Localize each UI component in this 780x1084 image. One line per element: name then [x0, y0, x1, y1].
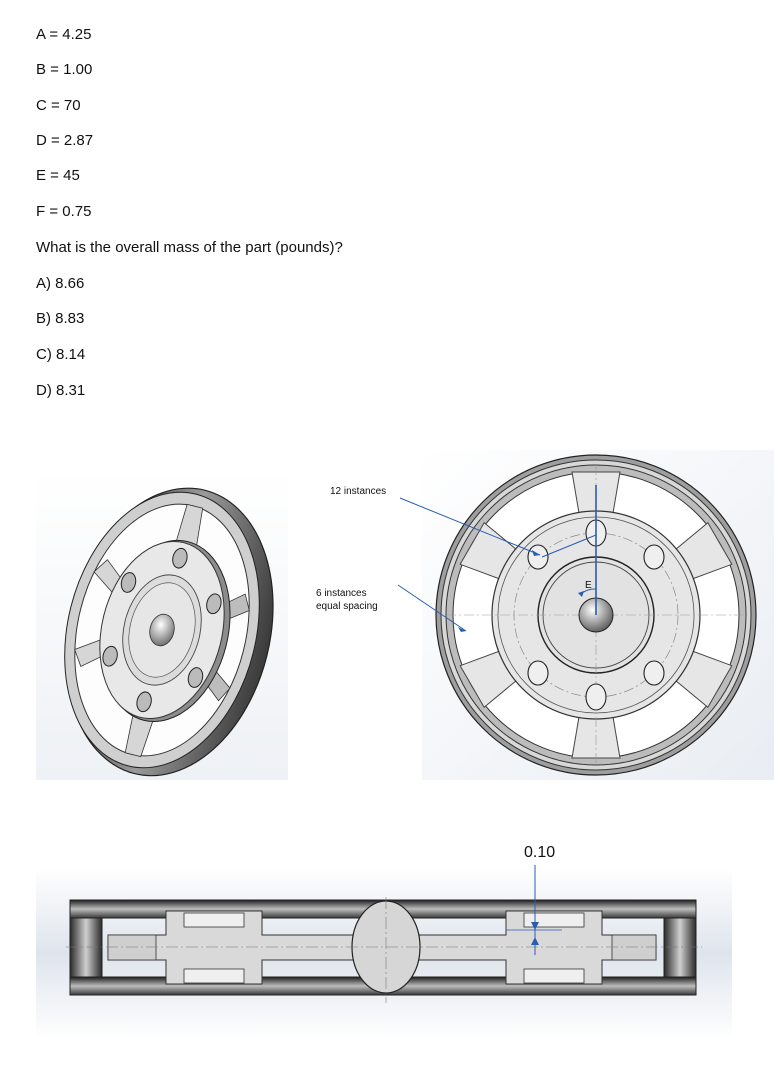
angle-label-e: E — [585, 580, 592, 591]
param-f: F = 0.75 — [36, 203, 92, 220]
section-view — [36, 835, 732, 1040]
question-text: What is the overall mass of the part (pounds)? — [36, 239, 343, 256]
choice-c: C) 8.14 — [36, 346, 86, 363]
param-e: E = 45 — [36, 167, 80, 184]
choice-b: B) 8.83 — [36, 310, 85, 327]
dimension-label: 0.10 — [524, 844, 556, 861]
callout-spokes-label-2: equal spacing — [316, 601, 378, 612]
param-a: A = 4.25 — [36, 26, 92, 43]
front-view — [300, 450, 774, 780]
callout-holes-label: 12 instances — [330, 486, 387, 497]
isometric-view — [36, 470, 288, 780]
param-c: C = 70 — [36, 97, 81, 114]
param-b: B = 1.00 — [36, 61, 93, 78]
choice-d: D) 8.31 — [36, 382, 86, 399]
callout-spokes-label-1: 6 instances — [316, 588, 367, 599]
choice-a: A) 8.66 — [36, 275, 85, 292]
param-d: D = 2.87 — [36, 132, 94, 149]
